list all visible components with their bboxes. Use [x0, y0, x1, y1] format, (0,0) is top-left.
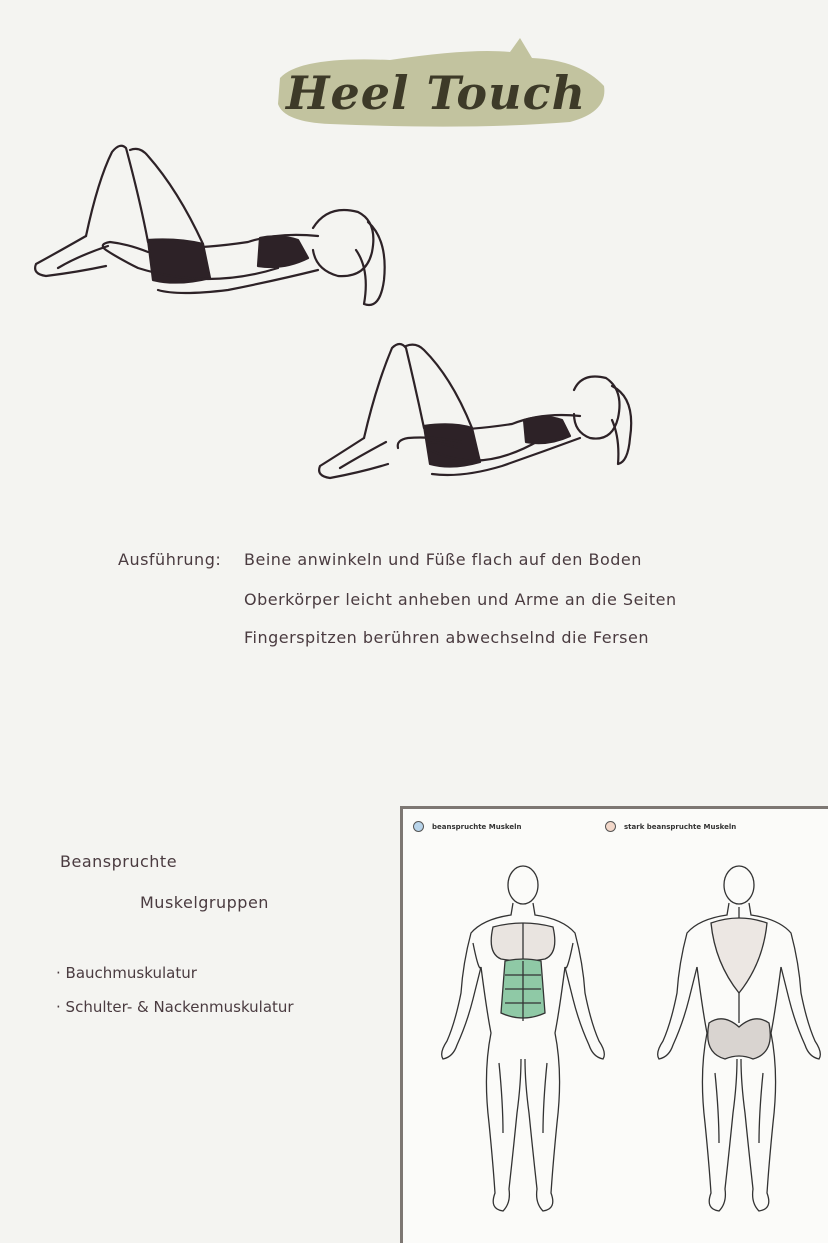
- muscle-groups-list: [56, 964, 294, 1032]
- legend-item: [605, 821, 736, 832]
- list-item: · Bauchmuskulatur: [56, 964, 294, 982]
- exercise-figure-icon: [312, 338, 642, 488]
- muscle-groups-heading: Muskelgruppen: [140, 893, 269, 912]
- muscle-groups-heading: Beanspruchte: [60, 852, 178, 871]
- legend-item: [413, 821, 521, 832]
- anatomy-chart: [400, 806, 828, 1243]
- legend-dot-icon: [413, 821, 424, 832]
- legend-label: stark beanspruchte Muskeln: [624, 822, 737, 831]
- instruction-line: Fingerspitzen berühren abwechselnd die Fersen: [244, 628, 649, 647]
- legend-label: beanspruchte Muskeln: [432, 822, 522, 831]
- exercise-figure-icon: [28, 140, 398, 315]
- anatomy-back-icon: [641, 863, 828, 1223]
- instruction-line: Oberkörper leicht anheben und Arme an die Seiten: [244, 590, 677, 609]
- instructions-label: Ausführung:: [118, 550, 222, 569]
- instruction-line: Beine anwinkeln und Füße flach auf den Boden: [244, 550, 642, 569]
- list-item: · Schulter- & Nackenmuskulatur: [56, 998, 294, 1016]
- legend-dot-icon: [605, 821, 616, 832]
- page-title: Heel Touch: [286, 66, 587, 120]
- title-banner: [270, 38, 610, 128]
- anatomy-front-icon: [433, 863, 613, 1223]
